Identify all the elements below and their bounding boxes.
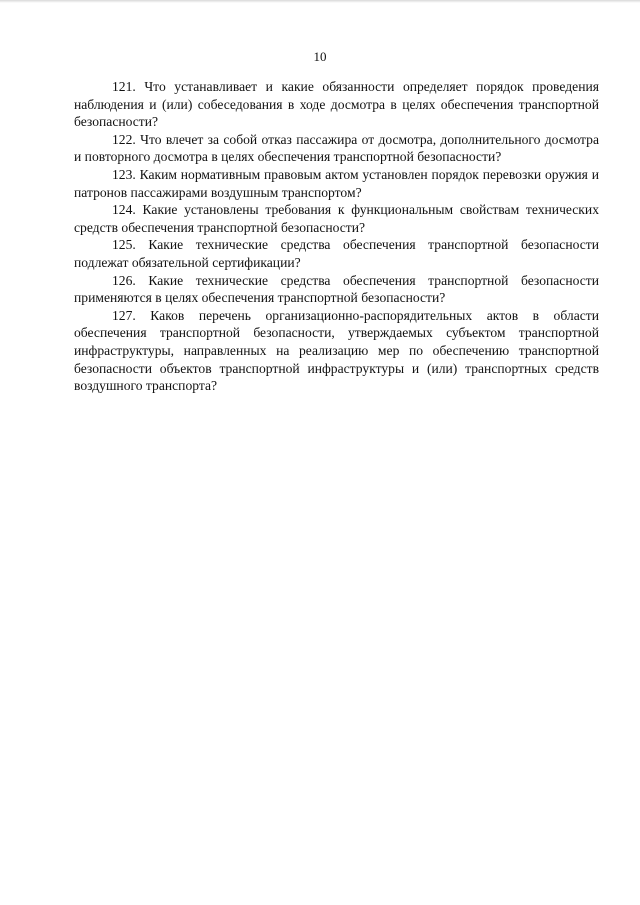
question-item-126: 126. Какие технические средства обеспечения транспортной безопасности применяются в целях обеспечения транспортной безопасности? [74, 272, 599, 306]
question-item-124: 124. Какие установлены требования к функциональным свойствам технических средств обеспечения транспортной безопасности? [74, 202, 599, 235]
question-item-127: 127. Каков перечень организационно-распорядительных актов в области обеспечения транспортной безопасности, утверждаемых субъектом транспортной инфраструктуры, направленных на реализацию мер по обеспечению транспортной безопасности объектов транспортной инфраструктуры и (или) транспортных средств воздушного транспорта? [74, 307, 599, 394]
question-item-121: 121. Что устанавливает и какие обязанности определяет порядок проведения наблюдения и (или) собеседования в ходе досмотра в целях обеспечения транспортной безопасности? [74, 79, 599, 130]
page-number: 10 [313, 49, 327, 64]
question-item-125: 125. Какие технические средства обеспечения транспортной безопасности подлежат обязательной сертификации? [74, 237, 599, 270]
question-item-123: 123. Каким нормативным правовым актом установлен порядок перевозки оружия и патронов пассажирами воздушным транспортом? [74, 166, 599, 200]
question-list [74, 78, 599, 395]
question-item-122: 122. Что влечет за собой отказ пассажира от досмотра, дополнительного досмотра и повторного досмотра в целях обеспечения транспортной безопасности? [74, 131, 599, 165]
page-top-edge [0, 0, 640, 3]
